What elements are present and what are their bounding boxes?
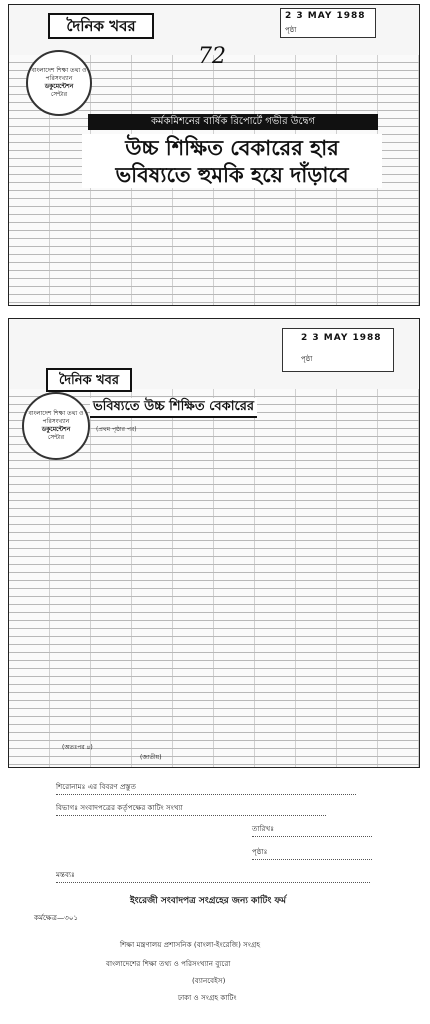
seal-line: সেন্টার — [47, 434, 65, 441]
seal-line: ডকুমেন্টেশন — [41, 426, 71, 433]
headline-line-2: ভবিষ্যতে হুমকি হয়ে দাঁড়াবে — [115, 162, 349, 187]
form-bottom-1: শিক্ষা মন্ত্রণালয় প্রশাসনিক (বাংলা-ইংরেজি) সংগ্রহ — [120, 940, 261, 949]
form-line-1: শিরোনামঃ এর বিবরণ প্রস্তুত — [56, 782, 356, 795]
form-title: ইংরেজী সংবাদপত্র সংগ্রহের জন্য কাটিং ফর্ম — [130, 896, 287, 906]
footer-note-mid: (জাতীয়) — [140, 754, 162, 761]
form-bottom-4: ঢাকা ও সংগ্রহ কাটিং — [178, 993, 237, 1002]
footer-note-left: (অতঃপর ৪) — [62, 744, 93, 751]
form-line-2: বিভাগঃ সংবাদপত্রের কর্তৃপক্ষের কাটিং সংখ্যা — [56, 803, 326, 816]
form-reference: কর্মক্ষেত্র—৩০১ — [34, 913, 79, 922]
seal-line: সেন্টার — [50, 91, 68, 98]
clipping-1-seal — [26, 50, 92, 116]
clipping-1-banner: কর্মকমিশনের বার্ষিক রিপোর্টে গভীর উদ্বেগ — [88, 114, 378, 130]
clipping-2-page-label: পৃষ্ঠা — [301, 355, 313, 363]
form-line-3: তারিখঃ — [252, 824, 372, 837]
clipping-1-headline — [82, 134, 382, 188]
handwritten-number: 72 — [198, 44, 226, 69]
form-bottom-2: বাংলাদেশের শিক্ষা তথ্য ও পরিসংখ্যান ব্যুরো — [106, 959, 231, 968]
continued-note: (প্রথম পৃষ্ঠার পর) — [96, 426, 137, 433]
clipping-2-masthead: দৈনিক খবর — [46, 368, 132, 392]
clipping-1-date-stamp — [280, 8, 376, 38]
seal-line: বাংলাদেশ শিক্ষা তথ্য ও পরিসংখ্যান — [31, 67, 87, 82]
clipping-2-headline: ভবিষ্যতে উচ্চ শিক্ষিত বেকারের — [90, 398, 257, 418]
clipping-1-page-label: পৃষ্ঠা — [285, 26, 297, 34]
clipping-2-date: 2 3 MAY 1988 — [301, 333, 382, 343]
form-line-4: পৃষ্ঠাঃ — [252, 847, 372, 860]
form-bottom-3: (ব্যানবেইস) — [192, 976, 226, 985]
clipping-2-seal — [22, 392, 90, 460]
clipping-2-date-stamp — [282, 328, 394, 372]
form-line-5: মন্তব্যঃ — [56, 870, 370, 883]
clipping-1-masthead: দৈনিক খবর — [48, 13, 154, 39]
clipping-1-date: 2 3 MAY 1988 — [285, 11, 366, 21]
seal-line: ডকুমেন্টেশন — [44, 83, 74, 90]
headline-line-1: উচ্চ শিক্ষিত বেকারের হার — [125, 135, 339, 160]
seal-line: বাংলাদেশ শিক্ষা তথ্য ও পরিসংখ্যান — [28, 410, 84, 425]
